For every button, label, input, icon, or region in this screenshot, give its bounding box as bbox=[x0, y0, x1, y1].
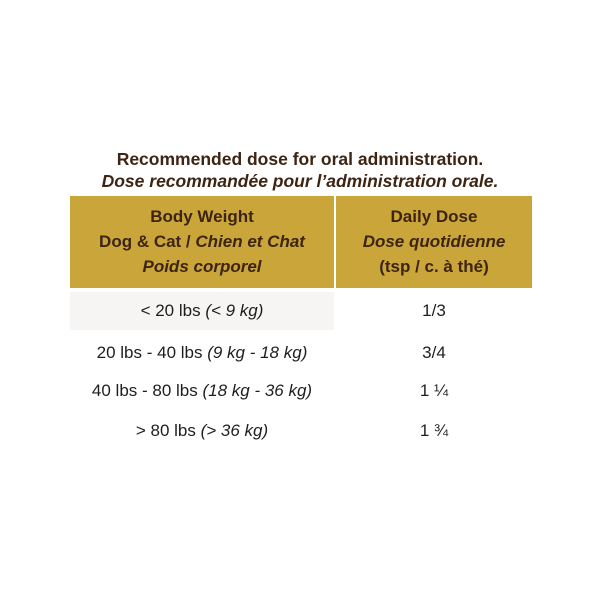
table-row bbox=[70, 292, 532, 330]
caption-english: Recommended dose for oral administration. bbox=[116, 149, 484, 169]
header-dose-unit: (tsp / c. à thé) bbox=[379, 257, 489, 276]
header-dose-french: Dose quotidienne bbox=[362, 232, 506, 251]
weight-cell bbox=[70, 412, 334, 450]
dose-cell: 1/3 bbox=[422, 301, 446, 320]
dose-cell: 1 ¼ bbox=[419, 381, 449, 400]
weight-kg: (< 9 kg) bbox=[205, 301, 264, 320]
header-weight-species-en: Dog & Cat / bbox=[99, 232, 196, 251]
header-weight-title: Body Weight bbox=[150, 207, 254, 226]
weight-kg: (> 36 kg) bbox=[200, 421, 269, 440]
header-weight-french: Poids corporel bbox=[142, 257, 262, 276]
dose-cell: 3/4 bbox=[422, 343, 446, 362]
header-body-weight bbox=[70, 196, 334, 288]
table-row bbox=[70, 334, 532, 372]
weight-cell bbox=[70, 334, 334, 372]
header-dose-title: Daily Dose bbox=[390, 207, 478, 226]
dose-cell: 1 ¾ bbox=[419, 421, 449, 440]
weight-lbs: < 20 lbs bbox=[140, 301, 206, 320]
caption-french: Dose recommandée pour l’administration orale. bbox=[101, 171, 499, 191]
weight-lbs: 20 lbs - 40 lbs bbox=[96, 343, 208, 362]
weight-cell bbox=[70, 372, 334, 410]
weight-kg: (18 kg - 36 kg) bbox=[202, 381, 313, 400]
table-row bbox=[70, 412, 532, 450]
weight-cell bbox=[70, 292, 334, 330]
table-caption bbox=[0, 148, 600, 192]
header-daily-dose bbox=[336, 196, 532, 288]
weight-lbs: > 80 lbs bbox=[135, 421, 201, 440]
weight-kg: (9 kg - 18 kg) bbox=[207, 343, 308, 362]
weight-lbs: 40 lbs - 80 lbs bbox=[91, 381, 203, 400]
table-row bbox=[70, 372, 532, 410]
header-weight-species bbox=[70, 229, 334, 254]
header-weight-species-fr: Chien et Chat bbox=[195, 232, 305, 251]
table-header bbox=[70, 196, 532, 288]
